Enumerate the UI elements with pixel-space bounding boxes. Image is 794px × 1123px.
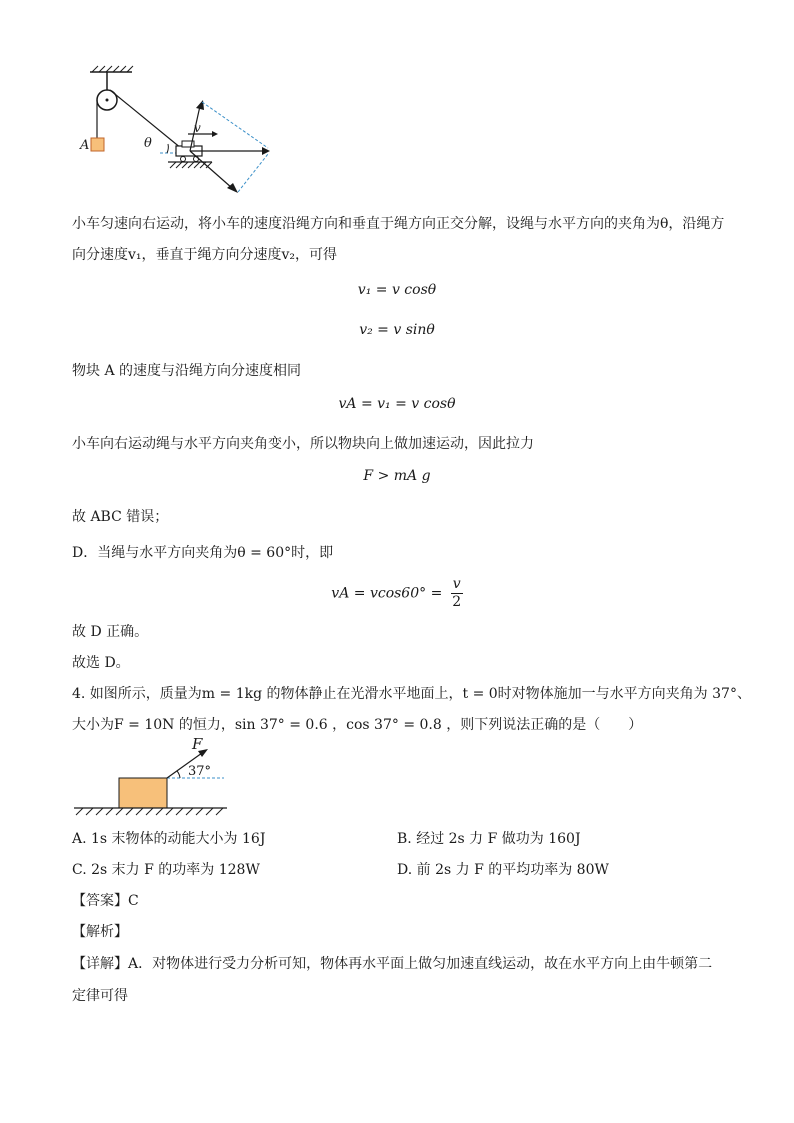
- equation-v1: v₁ = v cosθ: [357, 282, 437, 298]
- detail-line-1: [72, 953, 712, 973]
- option-b[interactable]: B. 经过 2s 力 F 做功为 160J: [397, 831, 581, 847]
- equation-va-60: [0, 576, 794, 611]
- detail-tag: 【详解】: [72, 956, 128, 972]
- paragraph-5: D．当绳与水平方向夹角为θ = 60°时，即: [72, 545, 334, 561]
- equation-va-60-left: vA = vcos60° =: [331, 585, 443, 602]
- question-4-line-1: 4. 如图所示，质量为m = 1kg 的物体静止在光滑水平地面上，t = 0时对物体施加一与水平方向夹角为 37°、: [72, 686, 751, 702]
- answer-tag: 【答案】: [72, 893, 128, 909]
- label-block-a: A: [80, 138, 90, 153]
- detail-text-1: A．对物体进行受力分析可知，物体再水平面上做匀加速直线运动，故在水平方向上由牛顿第二: [128, 956, 713, 972]
- option-c[interactable]: C. 2s 末力 F 的功率为 128W: [72, 862, 260, 878]
- equation-force: F > mA g: [363, 468, 431, 484]
- paragraph-1-line-1: 小车匀速向右运动，将小车的速度沿绳方向和垂直于绳方向正交分解，设绳与水平方向的夹角为θ，沿绳方: [72, 216, 725, 232]
- label-v: v: [194, 121, 201, 135]
- detail-line-2: 定律可得: [72, 988, 128, 1004]
- equation-va: vA = v₁ = v cosθ: [338, 396, 456, 412]
- label-theta: θ: [144, 136, 152, 151]
- paragraph-2: 物块 A 的速度与沿绳方向分速度相同: [72, 363, 302, 379]
- fraction-denominator: 2: [452, 594, 462, 610]
- paragraph-4: 故 ABC 错误；: [72, 509, 169, 525]
- fraction-v-over-2: [451, 576, 463, 611]
- equation-v2: v₂ = v sinθ: [359, 322, 435, 338]
- fraction-numerator: v: [452, 576, 461, 592]
- paragraph-7: 故选 D。: [72, 655, 130, 671]
- paragraph-1-line-2: 向分速度v₁，垂直于绳方向分速度v₂，可得: [72, 247, 338, 263]
- pulley-cart-figure: [72, 62, 282, 202]
- option-d[interactable]: D. 前 2s 力 F 的平均功率为 80W: [397, 862, 609, 878]
- question-4-line-2: 大小为F = 10N 的恒力，sin 37° = 0.6 ，cos 37° = 0.8 ，则下列说法正确的是（ ）: [72, 717, 643, 733]
- paragraph-6: 故 D 正确。: [72, 624, 149, 640]
- paragraph-3: 小车向右运动绳与水平方向夹角变小，所以物块向上做加速运动，因此拉力: [72, 436, 534, 452]
- label-force-f: F: [192, 735, 203, 753]
- answer-value: C: [128, 893, 139, 909]
- label-angle-37: 37°: [188, 764, 212, 779]
- option-a[interactable]: A. 1s 末物体的动能大小为 16J: [72, 831, 266, 847]
- analysis-tag: 【解析】: [72, 924, 128, 940]
- answer-line: [72, 890, 139, 910]
